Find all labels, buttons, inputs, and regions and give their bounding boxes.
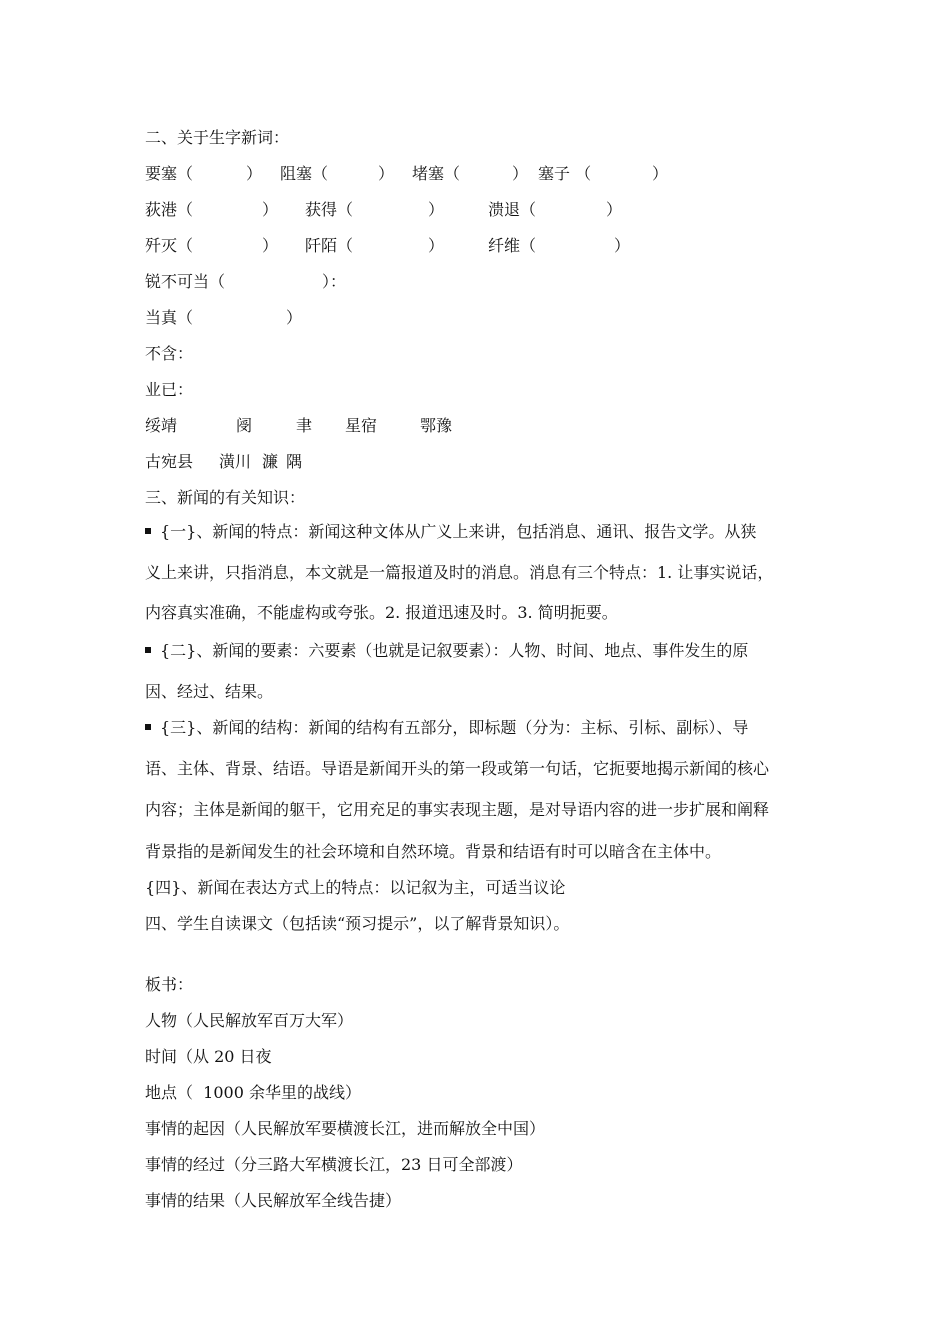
vocab-paren-close: ） bbox=[246, 164, 263, 183]
vocab-xingxiu: 星宿 bbox=[345, 416, 378, 435]
news-features-line1: {一}、新闻的特点：新闻这种文体从广义上来讲，包括消息、通讯、报告文学。从狭 bbox=[160, 522, 757, 541]
vocab-yu: 聿 bbox=[296, 416, 313, 435]
section-3-heading: 三、新闻的有关知识： bbox=[145, 488, 306, 507]
vocab-paren-close: ） bbox=[428, 236, 445, 255]
vocab-dusai: 堵塞（ bbox=[412, 164, 461, 183]
bullet-icon bbox=[145, 724, 151, 730]
vocab-dangzhen: 当真（ bbox=[145, 308, 194, 327]
section-2-heading: 二、关于生字新词： bbox=[145, 128, 290, 147]
vocab-paren-close: ） bbox=[652, 164, 669, 183]
board-item: 人物（人民解放军百万大军） bbox=[145, 1011, 354, 1030]
vocab-guwanxian: 古宛县 bbox=[145, 452, 194, 471]
news-expression: {四}、新闻在表达方式上的特点：以记叙为主，可适当议论 bbox=[145, 878, 566, 897]
vocab-huode: 获得（ bbox=[305, 200, 354, 219]
vocab-lian: 濂 bbox=[262, 452, 279, 471]
news-structure-line4: 背景指的是新闻发生的社会环境和自然环境。背景和结语有时可以暗含在主体中。 bbox=[145, 842, 722, 861]
bullet-icon bbox=[145, 647, 151, 653]
vocab-paren-close: ） bbox=[262, 236, 279, 255]
vocab-jianmie: 歼灭（ bbox=[145, 236, 194, 255]
board-item: 事情的结果（人民解放军全线告捷） bbox=[145, 1191, 402, 1210]
vocab-paren-close: ） bbox=[428, 200, 445, 219]
vocab-yeyi: 业已： bbox=[145, 380, 194, 399]
board-item: 地点（ 1000 余华里的战线） bbox=[145, 1083, 361, 1102]
board-item: 事情的经过（分三路大军横渡长江，23 日可全部渡） bbox=[145, 1155, 523, 1174]
vocab-huangchuan: 潢川 bbox=[219, 452, 252, 471]
vocab-yu2: 隅 bbox=[286, 452, 303, 471]
news-structure-line1: {三}、新闻的结构：新闻的结构有五部分，即标题（分为：主标、引标、副标）、导 bbox=[160, 718, 749, 737]
vocab-yaosai: 要塞（ bbox=[145, 164, 194, 183]
vocab-ruibukedang: 锐不可当（ bbox=[145, 272, 226, 291]
vocab-kuitui: 溃退（ bbox=[488, 200, 537, 219]
vocab-suijing: 绥靖 bbox=[145, 416, 178, 435]
board-title: 板书： bbox=[145, 975, 194, 994]
vocab-buhan: 不含： bbox=[145, 344, 194, 363]
vocab-paren-close: ） bbox=[606, 200, 623, 219]
vocab-xianwei: 纤维（ bbox=[488, 236, 537, 255]
news-features-line3: 内容真实准确，不能虚构或夸张。2. 报道迅速及时。3. 简明扼要。 bbox=[145, 603, 618, 622]
news-elements-line2: 因、经过、结果。 bbox=[145, 682, 274, 701]
news-structure-line2: 语、主体、背景、结语。导语是新闻开头的第一段或第一句话，它扼要地揭示新闻的核心 bbox=[145, 759, 770, 778]
vocab-paren-close: ） bbox=[262, 200, 279, 219]
vocab-eyu: 鄂豫 bbox=[420, 416, 453, 435]
news-elements-line1: {二}、新闻的要素：六要素（也就是记叙要素）：人物、时间、地点、事件发生的原 bbox=[160, 641, 749, 660]
vocab-paren-close: ） bbox=[614, 236, 631, 255]
board-item: 时间（从 20 日夜 bbox=[145, 1047, 272, 1066]
bullet-icon bbox=[145, 528, 151, 534]
news-features-line2: 义上来讲，只指消息，本文就是一篇报道及时的消息。消息有三个特点：1. 让事实说话， bbox=[145, 563, 774, 582]
vocab-paren-close: ） bbox=[378, 164, 395, 183]
vocab-paren-close: ）： bbox=[322, 272, 347, 291]
vocab-qianmo: 阡陌（ bbox=[305, 236, 354, 255]
vocab-zusai: 阻塞（ bbox=[280, 164, 329, 183]
vocab-saizi: 塞子 （ bbox=[538, 164, 592, 183]
vocab-paren-close: ） bbox=[512, 164, 529, 183]
vocab-digang: 荻港（ bbox=[145, 200, 194, 219]
board-item: 事情的起因（人民解放军要横渡长江，进而解放全中国） bbox=[145, 1119, 546, 1138]
vocab-paren-close: ） bbox=[286, 308, 303, 327]
news-structure-line3: 内容；主体是新闻的躯干，它用充足的事实表现主题，是对导语内容的进一步扩展和阐释 bbox=[145, 800, 770, 819]
section-4-heading: 四、学生自读课文（包括读“预习提示”，以了解背景知识）。 bbox=[145, 914, 570, 933]
vocab-wen: 阌 bbox=[236, 416, 253, 435]
